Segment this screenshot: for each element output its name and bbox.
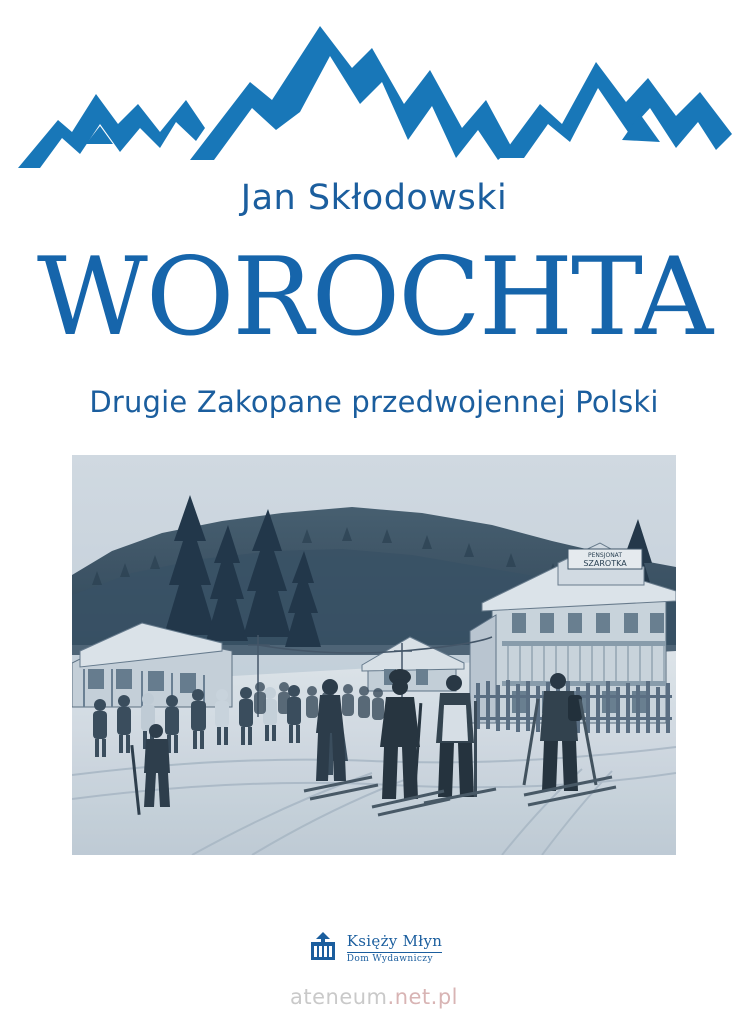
site-watermark [0, 985, 748, 1009]
cover-photograph [72, 455, 676, 855]
book-subtitle: Drugie Zakopane przedwojennej Polski [89, 385, 659, 419]
watermark-tld: .net.pl [387, 985, 458, 1009]
svg-text:PENSJONAT: PENSJONAT [588, 552, 622, 559]
mountain-range-graphic [0, 8, 748, 178]
book-mill-icon [306, 930, 340, 968]
publisher-subtitle: Dom Wydawniczy [347, 952, 442, 964]
publisher-name: Księży Młyn [346, 931, 443, 950]
svg-text:SZAROTKA: SZAROTKA [583, 559, 627, 568]
book-title: WOROCHTA [36, 235, 712, 360]
watermark-main: ateneum [289, 985, 388, 1009]
author-name: Jan Skłodowski [240, 178, 508, 218]
publisher-logo [0, 930, 748, 968]
